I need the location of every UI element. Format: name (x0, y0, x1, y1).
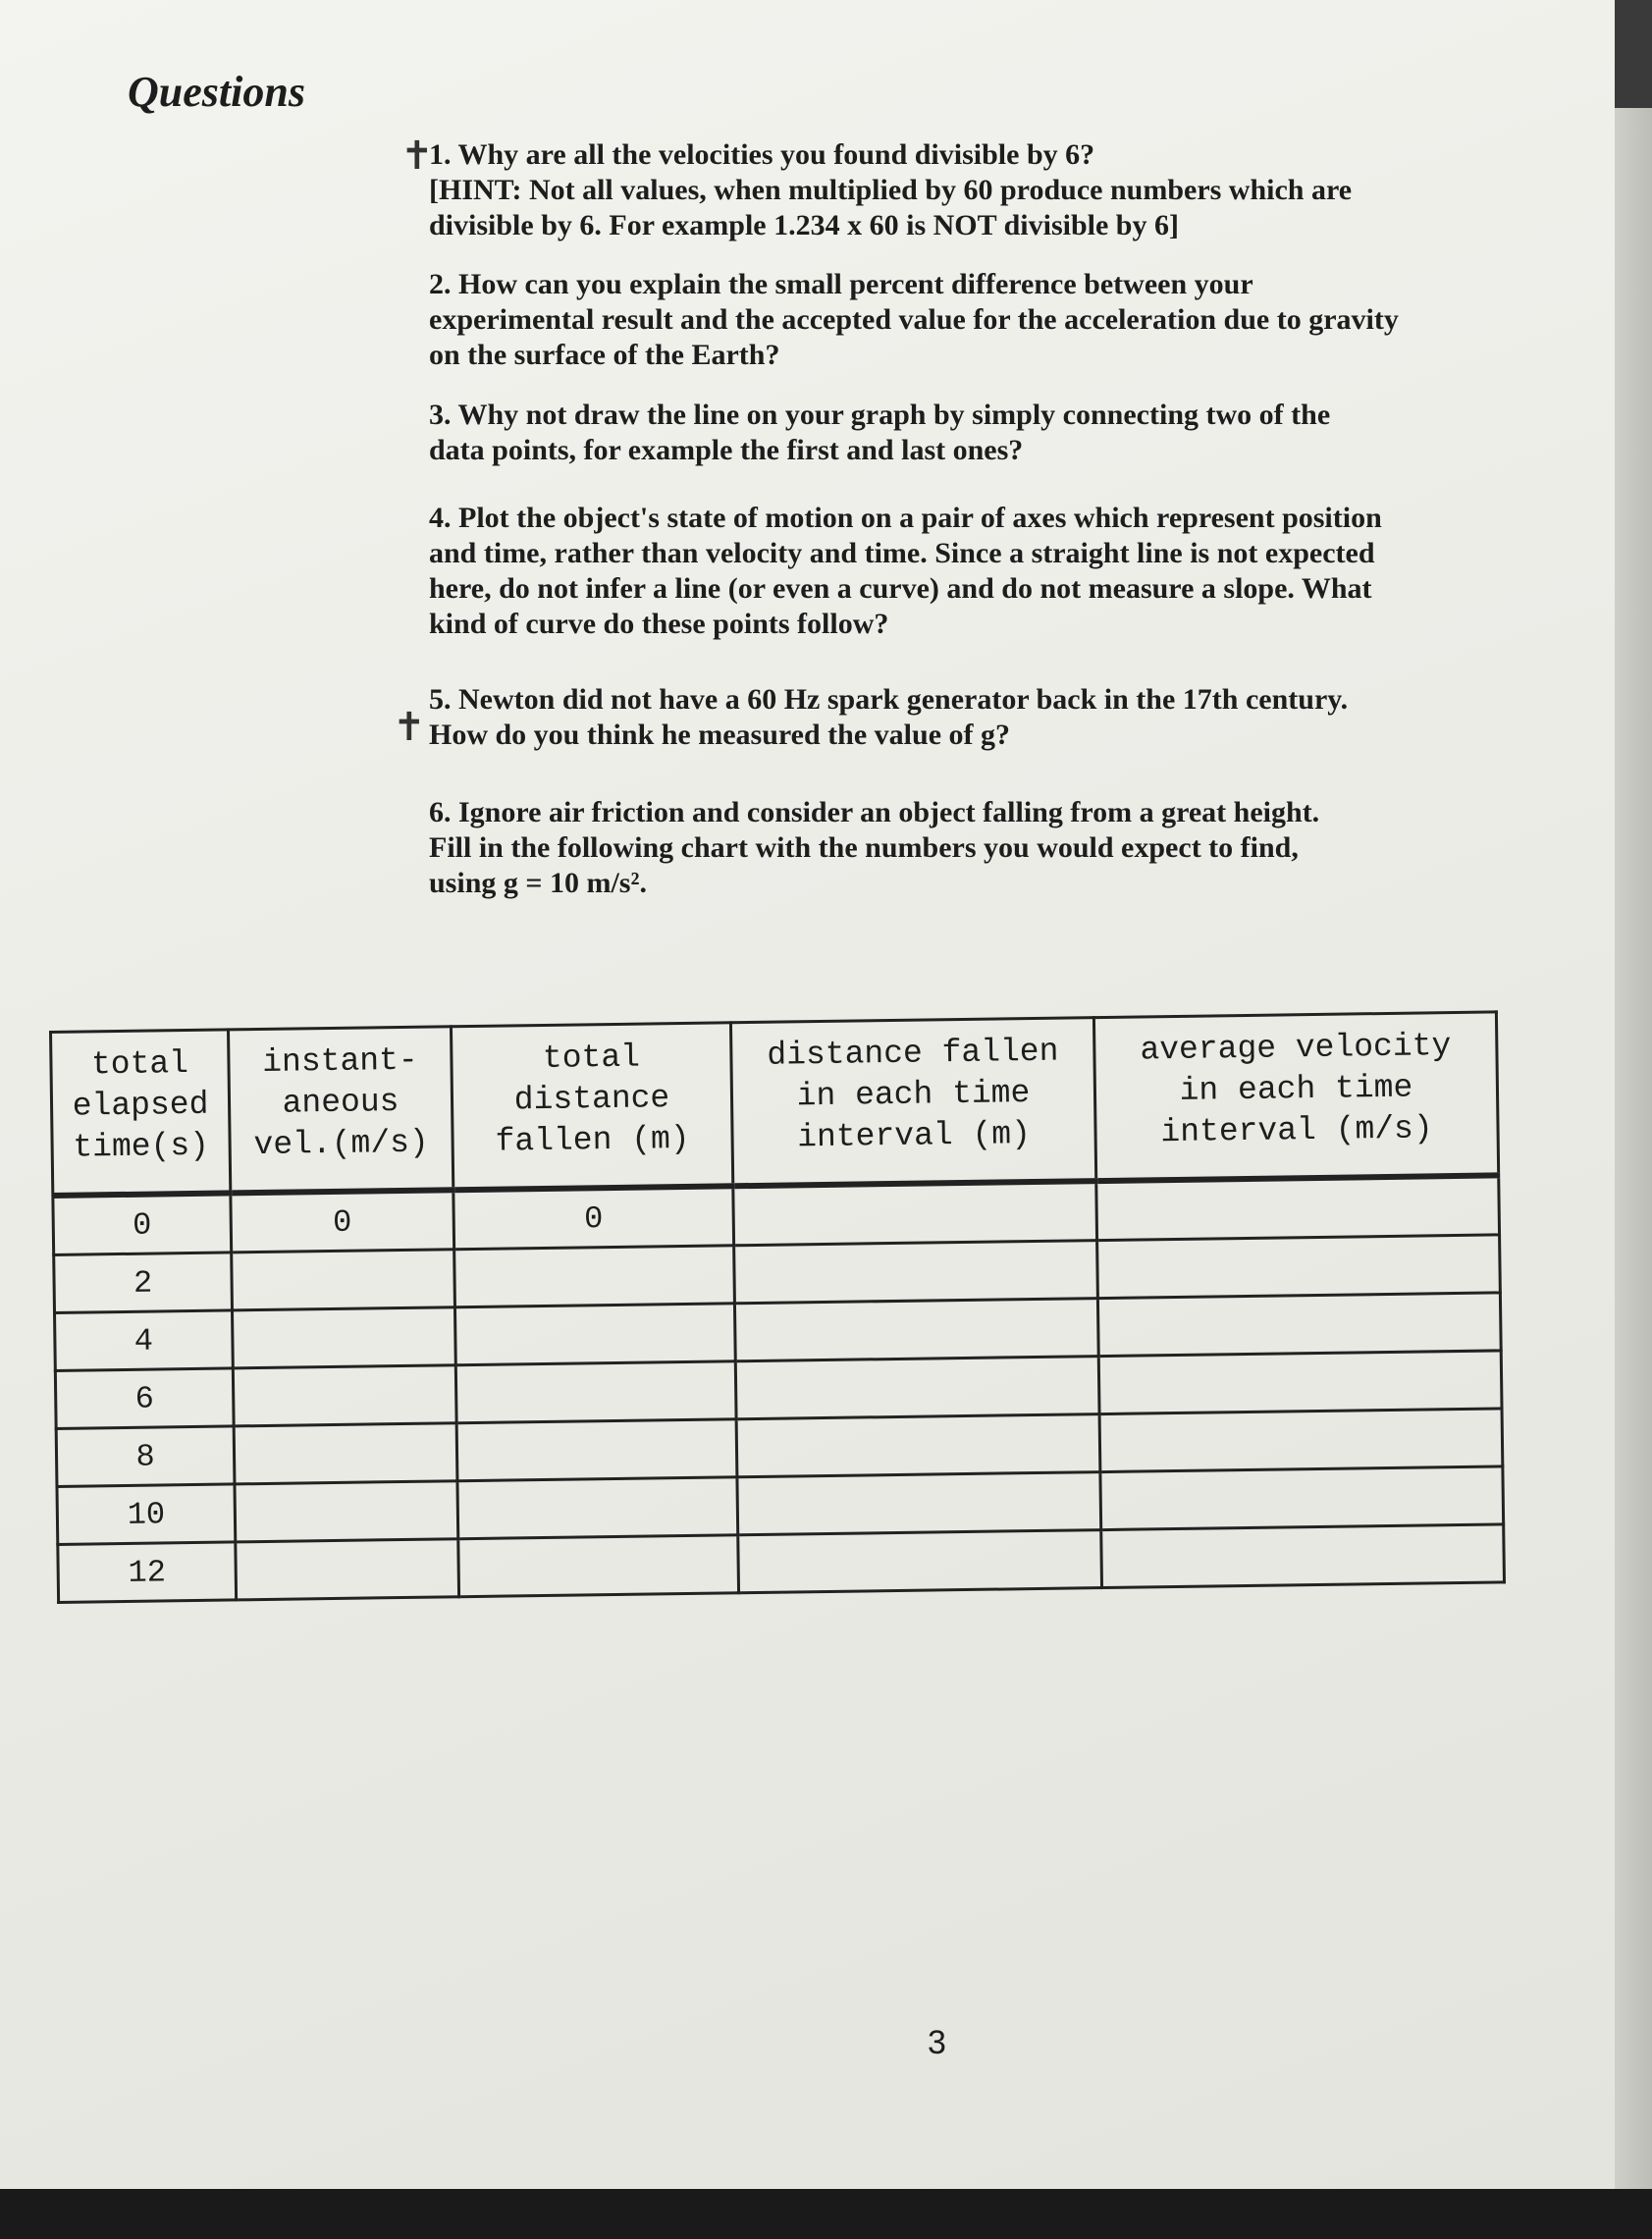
question-number: 2. (429, 268, 452, 300)
cell-total-distance[interactable] (456, 1419, 737, 1481)
cell-time[interactable]: 4 (55, 1310, 234, 1371)
question-number: 5. (429, 683, 452, 716)
question-number: 4. (429, 502, 452, 534)
question-5 (429, 682, 1489, 753)
question-3 (429, 398, 1489, 468)
question-line: Ignore air friction and consider an object falling from a great height. (458, 796, 1320, 828)
background-desk (0, 2189, 1652, 2239)
page-number: 3 (928, 2024, 946, 2061)
question-line: How do you think he measured the value of g? (429, 719, 1011, 751)
question-1 (429, 137, 1489, 243)
question-number: 1. (429, 138, 452, 171)
cell-interval-distance[interactable] (737, 1472, 1101, 1535)
handwritten-mark-q1: ✝ (400, 133, 434, 179)
handwritten-mark-q5: ✝ (393, 705, 426, 750)
page-heading: Questions (128, 68, 305, 116)
cell-velocity[interactable] (236, 1539, 459, 1600)
question-2 (429, 267, 1489, 373)
question-line: Newton did not have a 60 Hz spark generator back in the 17th century. (458, 683, 1349, 716)
cell-time[interactable]: 0 (53, 1193, 232, 1254)
header-instantaneous-velocity: instant- aneous vel.(m/s) (229, 1027, 453, 1194)
question-line: Plot the object's state of motion on a pair of axes which represent position (458, 502, 1382, 534)
cell-total-distance[interactable] (454, 1246, 735, 1307)
cell-interval-distance[interactable] (734, 1299, 1098, 1361)
cell-time[interactable]: 12 (58, 1542, 237, 1603)
question-line: [HINT: Not all values, when multiplied by 60 produce numbers which are (429, 174, 1353, 206)
question-line: How can you explain the small percent difference between your (458, 268, 1253, 300)
cell-time[interactable]: 6 (55, 1368, 234, 1429)
question-line: Why are all the velocities you found divisible by 6? (457, 138, 1095, 171)
question-line: on the surface of the Earth? (429, 339, 780, 371)
question-number: 3. (429, 399, 452, 431)
cell-interval-distance[interactable] (738, 1530, 1102, 1593)
question-line: here, do not infer a line (or even a curve) and do not measure a slope. What (429, 572, 1372, 605)
header-average-velocity-per-interval: average velocity in each time interval (m/s) (1093, 1012, 1498, 1181)
cell-interval-distance[interactable] (735, 1357, 1099, 1419)
cell-interval-distance[interactable] (736, 1414, 1100, 1477)
cell-velocity[interactable]: 0 (231, 1190, 454, 1253)
cell-velocity[interactable] (233, 1365, 456, 1426)
cell-interval-distance[interactable] (734, 1241, 1098, 1304)
question-line: and time, rather than velocity and time. Since a straight line is not expected (429, 537, 1375, 569)
question-number: 6. (429, 796, 452, 828)
table-header-row (51, 1012, 1499, 1196)
cell-total-distance[interactable] (454, 1304, 735, 1365)
cell-velocity[interactable] (232, 1307, 455, 1368)
cell-total-distance[interactable]: 0 (453, 1186, 734, 1249)
question-4 (429, 501, 1489, 642)
cell-average-velocity[interactable] (1096, 1175, 1500, 1240)
question-6 (429, 795, 1489, 901)
cell-interval-distance[interactable] (733, 1181, 1097, 1246)
free-fall-chart (49, 1010, 1506, 1604)
header-total-elapsed-time: total elapsed time(s) (51, 1030, 231, 1196)
cell-total-distance[interactable] (457, 1477, 738, 1539)
cell-total-distance[interactable] (455, 1361, 736, 1423)
cell-time[interactable]: 8 (56, 1426, 235, 1487)
question-line: using g = 10 m/s². (429, 867, 647, 899)
cell-velocity[interactable] (234, 1423, 457, 1484)
question-line: kind of curve do these points follow? (429, 608, 889, 640)
question-line: experimental result and the accepted value for the acceleration due to gravity (429, 303, 1399, 336)
cell-average-velocity[interactable] (1101, 1524, 1505, 1588)
cell-average-velocity[interactable] (1099, 1409, 1503, 1472)
cell-average-velocity[interactable] (1097, 1293, 1501, 1357)
cell-time[interactable]: 10 (57, 1484, 236, 1545)
cell-average-velocity[interactable] (1100, 1466, 1504, 1530)
cell-total-distance[interactable] (458, 1535, 739, 1597)
cell-velocity[interactable] (232, 1250, 455, 1310)
question-line: data points, for example the first and last ones? (429, 434, 1024, 466)
background-object (1615, 0, 1652, 108)
cell-velocity[interactable] (235, 1481, 458, 1542)
header-total-distance-fallen: total distance fallen (m) (451, 1023, 732, 1190)
cell-average-velocity[interactable] (1098, 1351, 1502, 1414)
cell-average-velocity[interactable] (1097, 1235, 1501, 1299)
question-line: divisible by 6. For example 1.234 x 60 is NOT divisible by 6] (429, 209, 1179, 241)
question-line: Why not draw the line on your graph by simply connecting two of the (457, 399, 1331, 431)
background-surface (1615, 0, 1652, 2189)
header-distance-per-interval: distance fallen in each time interval (m) (730, 1018, 1095, 1187)
cell-time[interactable]: 2 (54, 1253, 233, 1313)
question-line: Fill in the following chart with the numbers you would expect to find, (429, 831, 1299, 864)
